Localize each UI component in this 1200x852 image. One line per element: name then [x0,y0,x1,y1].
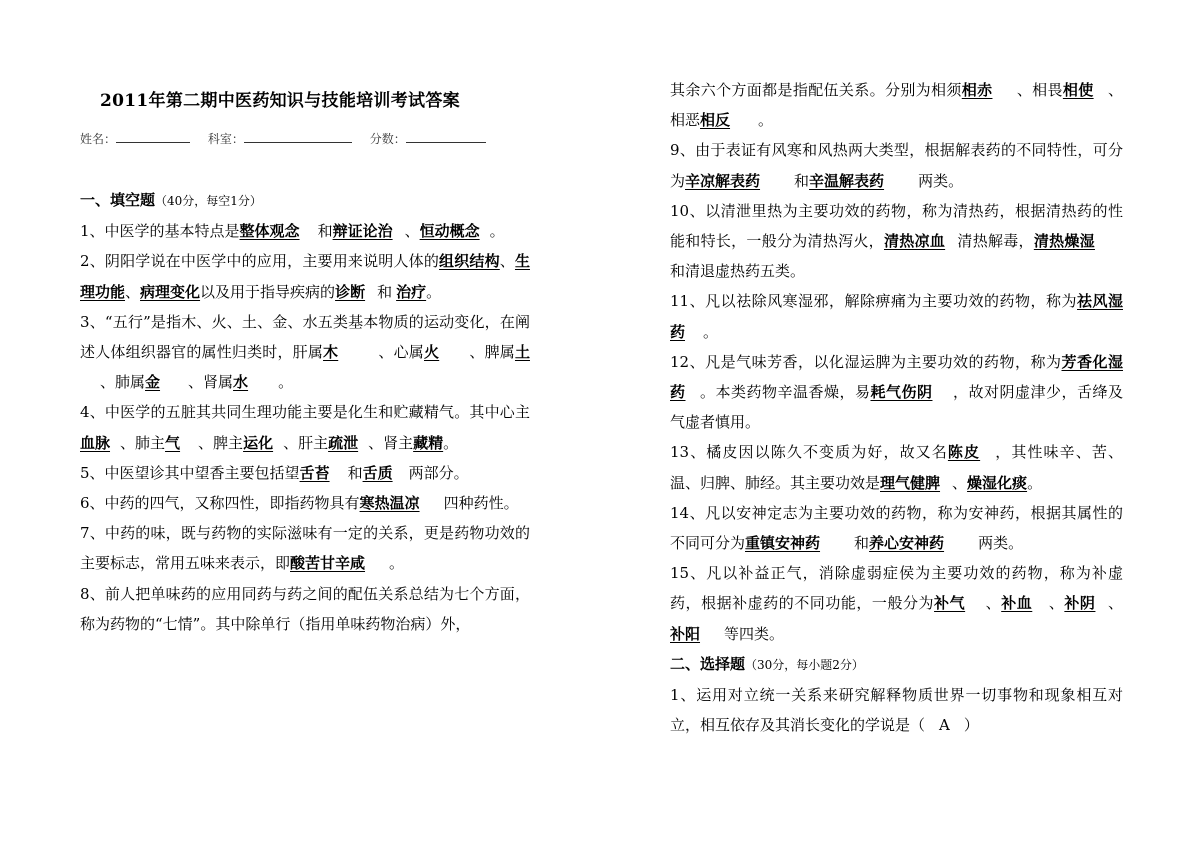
answer: 金 [145,373,161,392]
answer: 祛风湿药 [670,292,1123,341]
score-blank [406,130,486,143]
question-text: ，故对阴虚津少，舌绛及气虚者慎用。 [670,383,1123,432]
question-7 [80,518,530,578]
score-label: 分数： [369,132,406,146]
question-text: 两类。 [918,171,964,190]
question-text: 、肺主 [120,433,166,452]
question-text: ，其性味辛、苦、温、归脾、肺经。其主要功效是 [670,443,1123,492]
answer: 辛凉解表药 [685,171,761,190]
question-text: 、相恶 [670,81,1123,130]
question-8-continued [670,75,1123,135]
question-text: 和 [854,534,870,553]
question-text: 四种药性。 [443,494,519,513]
question-text: 5、中医望诊其中望香主要包括望 [80,463,300,482]
question-3 [80,307,530,398]
question-text: 、 [125,282,141,301]
question-text: 15、凡以补益正气，消除虚弱症侯为主要功效的药物，称为补虚药，根据补虚药的不同功能，一般分为 [670,564,1123,613]
answer: 恒动概念 [419,222,480,241]
student-info-line [80,130,530,147]
question-text: 。 [278,373,294,392]
answer: 运化 [243,433,274,452]
answer: 养心安神药 [869,534,945,553]
question-text: 。 [703,322,719,341]
answer: 补阴 [1064,594,1096,613]
answer: 芳香化湿药 [670,352,1123,402]
answer: 理气健脾 [880,473,941,492]
answer: 清热凉血 [883,232,946,251]
answer: 诊断 [335,282,366,301]
answer: 木 [323,343,339,362]
answer: 陈皮 [947,443,981,462]
question-text: 。 [443,433,459,452]
question-text: 4、中医学的五脏其共同生理功能主要是化生和贮藏精气。其中心主 [80,403,530,422]
page-title: 2011年第二期中医药知识与技能培训考试答案 [100,91,460,111]
dept-label: 科室： [207,132,244,146]
answer: 补阳 [670,624,701,643]
question-text: 1、运用对立统一关系来研究解释物质世界一切事物和现象相互对立，相互依存及其消长变化的学说是（ [670,686,1123,735]
question-text: 、脾主 [198,433,244,452]
question-text: 13、橘皮因以陈久不变质为好，故又名 [670,443,948,462]
question-text: 和 [317,222,333,241]
answer: 相反 [700,111,731,130]
section-note: （30分，每小题2分） [745,657,864,672]
choice-answer: A [939,716,950,735]
question-text: 清热解毒， [957,232,1034,251]
question-text: 、 [985,594,1002,613]
question-2 [80,246,530,306]
question-text: 、 [404,222,420,241]
answer: 藏精 [413,433,444,452]
question-text: 、肾属 [188,373,234,392]
answer: 辩证论治 [332,222,393,241]
question-text: 、肝主 [283,433,329,452]
question-text: 两部分。 [408,463,469,482]
question-5 [80,458,530,488]
question-10 [670,196,1123,287]
question-text: 和 [794,171,810,190]
question-12 [670,347,1123,438]
answer: 病理变化 [140,282,201,301]
question-text: 、脾属 [469,343,515,362]
answer: 辛温解表药 [809,171,885,190]
question-13 [670,437,1123,497]
question-text: 10、以清泄里热为主要功效的药物，称为清热药，根据清热药的性能和特长，一般分为清热泻火， [670,201,1123,251]
name-label: 姓名： [80,132,117,146]
answer: 相赤 [961,81,993,99]
question-text: 6、中药的四气，又称四性，即指药物具有 [80,494,360,513]
section-note: （40分，每空1分） [155,194,262,208]
question-text: 。 [426,282,442,301]
answer: 土 [514,343,530,362]
question-text: 12、凡是气味芳香，以化湿运脾为主要功效的药物，称为 [670,352,1062,371]
answer: 舌质 [362,463,393,482]
answer: 酸苦甘辛咸 [290,554,366,573]
answer: 相使 [1062,81,1094,99]
answer: 耗气伤阴 [870,383,933,402]
question-4 [80,397,530,457]
answer: 水 [233,373,249,392]
answer: 组织结构 [439,252,500,271]
question-text: 两类。 [978,534,1024,553]
question-text: 11、凡以祛除风寒湿邪，解除痹痛为主要功效的药物，称为 [670,292,1077,311]
answer: 整体观念 [239,222,300,241]
answer: 气 [165,433,181,452]
question-9 [670,135,1123,195]
section-title: 一、填空题 [80,191,156,209]
question-text: 。 [489,222,505,241]
answer: 舌苔 [299,463,330,482]
answer: 燥湿化痰 [967,473,1028,492]
answer: 补气 [934,594,966,613]
question-text: 、 [499,252,515,271]
answer: 治疗 [396,282,427,301]
question-text: 。 [1027,473,1043,492]
question-text: 14、凡以安神定志为主要功效的药物，称为安神药，根据其属性的不同可分为 [670,503,1123,553]
dept-blank [244,130,352,143]
question-1 [80,216,530,246]
choice-question-1 [670,680,1123,740]
question-text: 9、由于表证有风寒和风热两大类型，根据解表药的不同特性，可分为 [670,141,1123,190]
question-text: 、肺属 [100,373,146,392]
question-text: 和清退虚热药五类。 [670,262,806,281]
question-15 [670,558,1123,649]
question-text: 。本类药物辛温香燥，易 [699,383,871,402]
section-fill-blank [80,185,530,216]
name-blank [116,130,190,143]
question-text: 3、“五行”是指木、火、土、金、水五类基本物质的运动变化，在阐述人体组织器官的属性归类时，肝属 [80,312,530,362]
section-title: 二、选择题 [670,654,746,673]
question-8: 8、前人把单味药的应用同药与药之间的配伍关系总结为七个方面，称为药物的“七情”。其中除单行（指用单味药物治病）外， [80,584,530,633]
question-text: 、 [1048,594,1065,613]
answer: 寒热温凉 [359,494,420,513]
section-multiple-choice [670,649,1123,680]
question-text: 、肾主 [368,433,414,452]
question-text: 和 [347,463,363,482]
answer: 重镇安神药 [745,534,821,553]
question-text: 1、中医学的基本特点是 [80,222,240,241]
question-text: 等四类。 [724,624,785,643]
question-text: 2、阴阳学说在中医学中的应用，主要用来说明人体的 [80,252,440,271]
question-text: 、 [952,473,968,492]
question-text: 、相畏 [1016,81,1063,99]
question-text: ） [963,716,979,735]
right-column [670,75,1123,740]
answer: 生理功能 [80,252,530,301]
question-text: 以及用于指导疾病的 [200,282,336,301]
answer: 疏泄 [328,433,359,452]
answer: 补血 [1001,594,1033,613]
question-text: 和 [377,282,393,301]
answer: 清热燥湿 [1033,232,1095,251]
question-text: 、心属 [378,343,424,362]
question-text: 、 [1107,594,1123,613]
question-6 [80,488,530,518]
question-text: 。 [758,111,774,130]
answer: 火 [424,343,440,362]
answer: 血脉 [80,433,111,452]
question-text: 其余六个方面都是指配伍关系。分别为相须 [670,81,962,99]
question-14 [670,498,1123,558]
question-text: 。 [389,554,405,573]
question-text: 7、中药的味，既与药物的实际滋味有一定的关系，更是药物功效的主要标志，常用五味来表示，即 [80,524,530,573]
question-11 [670,286,1123,346]
